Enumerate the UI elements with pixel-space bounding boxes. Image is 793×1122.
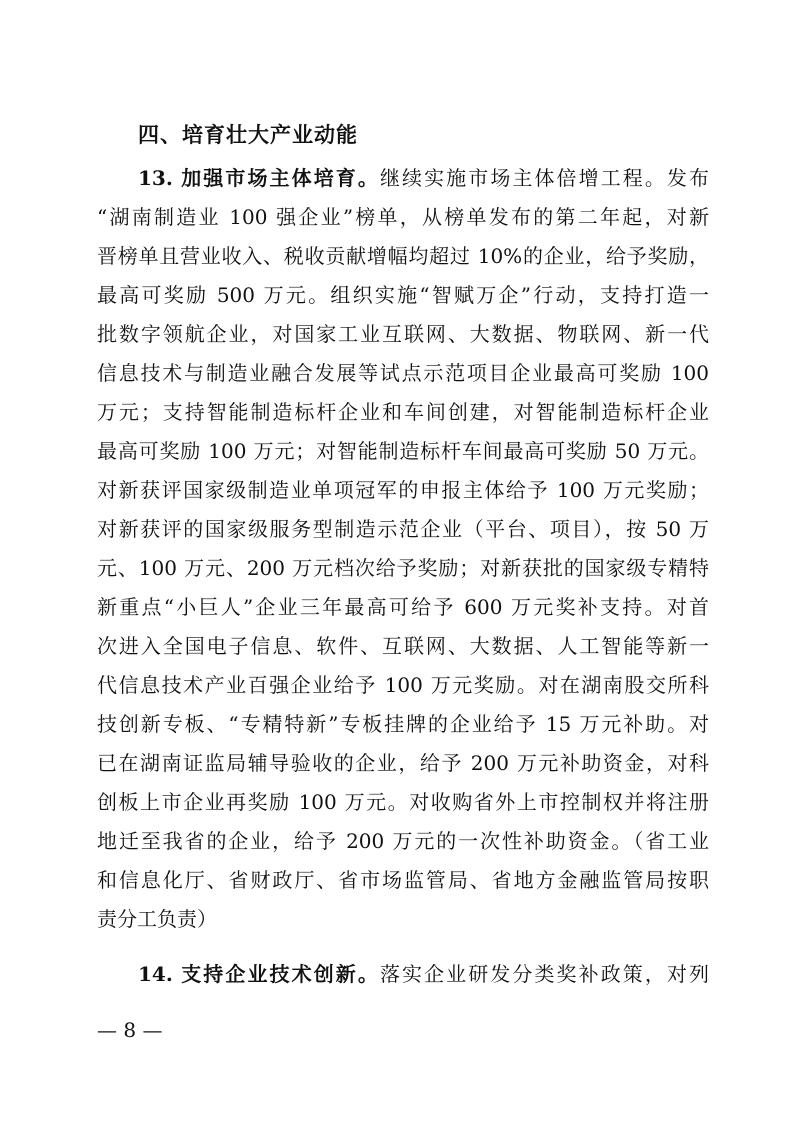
item-13-title: 加强市场主体培育。	[181, 166, 380, 190]
paragraph-line: 晋榜单且营业收入、税收贡献增幅均超过 10%的企业，给予奖励，	[97, 244, 709, 268]
paragraph-line: 和信息化厅、省财政厅、省市场监管局、省地方金融监管局按职	[97, 868, 709, 892]
paragraph-line: 技创新专板、“专精特新”专板挂牌的企业给予 15 万元补助。对	[97, 712, 709, 736]
paragraph-line: “湖南制造业 100 强企业”榜单，从榜单发布的第二年起，对新	[97, 205, 709, 229]
paragraph-line: 创板上市企业再奖励 100 万元。对收购省外上市控制权并将注册	[97, 790, 709, 814]
paragraph-line: 最高可奖励 500 万元。组织实施“智赋万企”行动，支持打造一	[97, 283, 709, 307]
item-13-first-line	[138, 164, 709, 192]
paragraph-line: 已在湖南证监局辅导验收的企业，给予 200 万元补助资金，对科	[97, 751, 709, 775]
item-14-number: 14.	[138, 962, 173, 986]
paragraph-line: 最高可奖励 100 万元；对智能制造标杆车间最高可奖励 50 万元。	[97, 439, 709, 463]
item-14-text: 落实企业研发分类奖补政策，对列	[379, 962, 710, 986]
paragraph-line: 新重点“小巨人”企业三年最高可给予 600 万元奖补支持。对首	[97, 595, 709, 619]
paragraph-line: 对新获评的国家级服务型制造示范企业（平台、项目），按 50 万	[97, 517, 709, 541]
item-13-number: 13.	[138, 166, 173, 190]
paragraph-line: 对新获评国家级制造业单项冠军的申报主体给予 100 万元奖励；	[97, 478, 709, 502]
paragraph-line: 责分工负责）	[97, 907, 217, 931]
paragraph-line: 代信息技术产业百强企业给予 100 万元奖励。对在湖南股交所科	[97, 673, 709, 697]
paragraph-line: 元、100 万元、200 万元档次给予奖励；对新获批的国家级专精特	[97, 556, 709, 580]
paragraph-line: 批数字领航企业，对国家工业互联网、大数据、物联网、新一代	[97, 322, 709, 346]
page-number: — 8 —	[97, 1018, 163, 1042]
paragraph-line: 万元；支持智能制造标杆企业和车间创建，对智能制造标杆企业	[97, 400, 709, 424]
item-14-title: 支持企业技术创新。	[181, 962, 380, 986]
item-13-text: 继续实施市场主体倍增工程。发布	[379, 166, 710, 190]
section-heading: 四、培育壮大产业动能	[138, 123, 358, 147]
paragraph-line: 次进入全国电子信息、软件、互联网、大数据、人工智能等新一	[97, 634, 709, 658]
item-14-first-line	[138, 960, 709, 988]
paragraph-line: 地迁至我省的企业，给予 200 万元的一次性补助资金。（省工业	[97, 829, 709, 853]
paragraph-line: 信息技术与制造业融合发展等试点示范项目企业最高可奖励 100	[97, 361, 709, 385]
